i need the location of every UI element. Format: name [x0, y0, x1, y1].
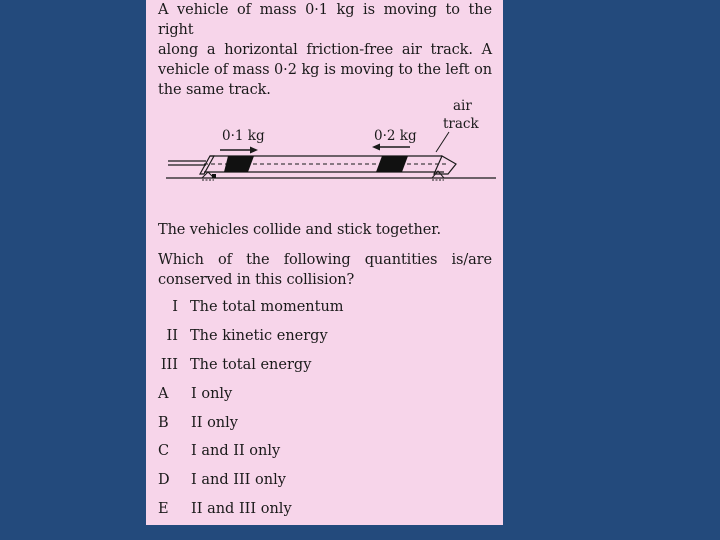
- collision-statement: [158, 220, 492, 240]
- question-prompt: [158, 250, 492, 290]
- intro-line: A vehicle of mass 0·1 kg is moving to the right: [158, 2, 492, 38]
- vehicle-left: [224, 156, 254, 172]
- answer-option: [146, 470, 503, 490]
- question-intro: [158, 0, 492, 100]
- option-letter: A: [158, 386, 169, 402]
- statement-numeral: III: [160, 357, 178, 373]
- option-text: I and III only: [191, 472, 286, 488]
- answer-option: [146, 441, 503, 461]
- air-hose: [168, 161, 206, 165]
- option-letter: B: [158, 415, 169, 431]
- right-velocity-arrow: [220, 147, 258, 154]
- intro-line: the same track.: [158, 82, 271, 98]
- answer-option: [146, 413, 503, 433]
- intro-line: along a horizontal friction-free air track. A: [158, 42, 492, 58]
- option-text: I and II only: [191, 443, 281, 459]
- option-text: II only: [191, 415, 238, 431]
- left-velocity-arrow: [372, 144, 410, 151]
- answer-option: [146, 499, 503, 519]
- prompt-line: conserved in this collision?: [158, 272, 355, 288]
- question-page: [146, 0, 503, 525]
- prompt-line: Which of the following quantities is/are: [158, 252, 492, 268]
- option-text: II and III only: [191, 501, 292, 517]
- statement-text: The kinetic energy: [190, 328, 328, 344]
- statement-item: [146, 326, 503, 346]
- track-end-block: [212, 174, 216, 178]
- statement-numeral: II: [166, 328, 178, 344]
- statement-item: [146, 355, 503, 375]
- option-letter: C: [158, 443, 170, 459]
- statement-text: The total energy: [190, 357, 312, 373]
- answer-option: [146, 384, 503, 404]
- air-track-diagram: [166, 92, 496, 192]
- track-label-air: air: [453, 98, 472, 114]
- statement-numeral: I: [172, 299, 178, 315]
- intro-line: vehicle of mass 0·2 kg is moving to the left on: [158, 62, 492, 78]
- track-label-track: track: [443, 116, 479, 132]
- option-text: I only: [191, 386, 233, 402]
- collision-text: The vehicles collide and stick together.: [158, 222, 441, 238]
- vehicle-right: [376, 156, 408, 172]
- mass-label-right: 0·2 kg: [374, 128, 417, 144]
- option-letter: E: [158, 501, 169, 517]
- option-letter: D: [158, 472, 170, 488]
- statement-item: [146, 297, 503, 317]
- statement-text: The total momentum: [190, 299, 344, 315]
- mass-label-left: 0·1 kg: [222, 128, 265, 144]
- track-label-pointer: [436, 132, 449, 152]
